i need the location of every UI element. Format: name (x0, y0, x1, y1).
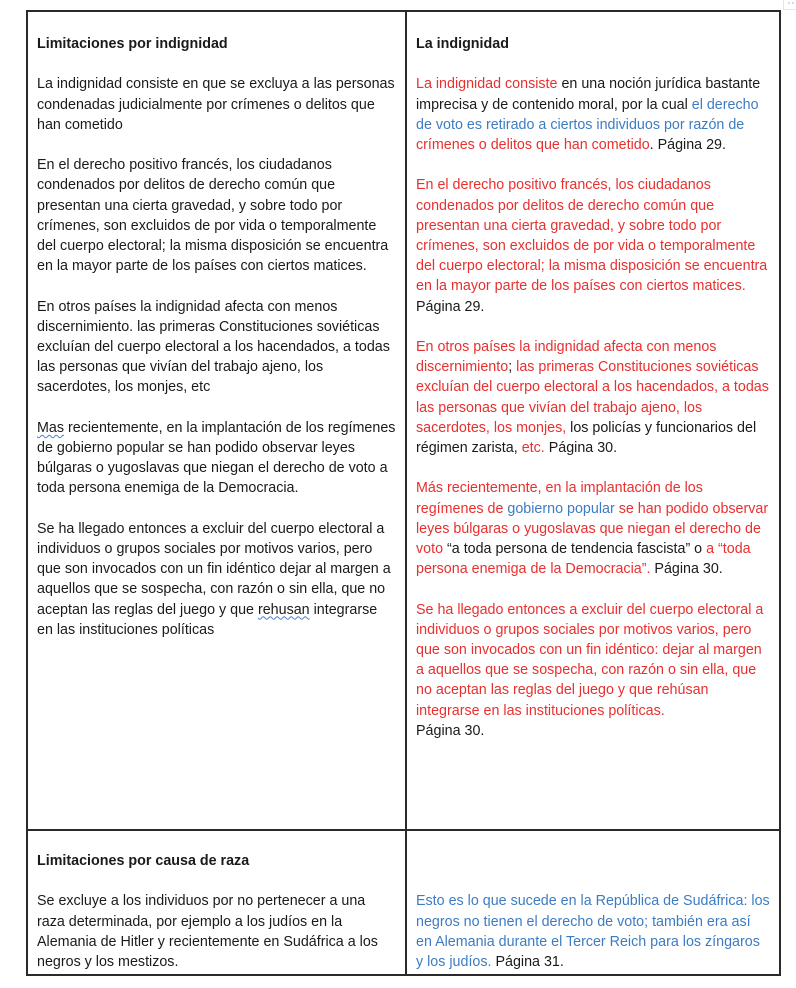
paragraph: Más recientemente, en la implantación de los regímenes de gobierno popular se han podido observar leyes búlgaras o yugoslavas que niegan el derecho de voto “a toda persona de tendencia fascista” o a “toda persona enemiga de la Democracia”. Página 30. (416, 480, 769, 578)
highlight-blue: gobierno popular (507, 500, 615, 517)
page-reference: Página 31. (491, 953, 564, 970)
highlight-red: a “toda persona enemiga de la Democracia”. (416, 541, 751, 578)
page-reference: . Página 29. (649, 137, 726, 153)
window-corner-handle (783, 0, 796, 10)
paragraph (416, 600, 770, 741)
paragraph: Se excluye a los individuos por no pertenecer a una raza determinada, por ejemplo a los judíos en la Alemania de Hitler y recientemente en Sudáfrica a los negros y los mestizos. (37, 893, 378, 970)
page-reference: Página 30. (416, 722, 485, 739)
highlight-blue: el derecho de voto es retirado a ciertos individuos por razón de (416, 96, 759, 133)
cell-source-indignidad (406, 11, 780, 830)
empty-title (416, 851, 770, 871)
spellcheck-word[interactable]: Mas (37, 419, 65, 436)
page-reference: Página 30. (650, 561, 723, 578)
highlight-red: se han podido observar leyes búlgaras o yugoslavas que niegan el derecho de voto (416, 500, 769, 558)
highlight-red: En el derecho positivo francés, los ciudadanos condenados por delitos de derecho común que presentan una cierta gravedad, y sobre todo por crímenes, son excluidos de por vida o temporalmente del cuerpo electoral; la misma disposición se encuentra en la mayor parte de los países con ciertos matices. (416, 177, 768, 295)
paragraph: La indignidad consiste en una noción jurídica bastante imprecisa y de contenido moral, por la cual el derecho de voto es retirado a ciertos individuos por razón de crímenes o delitos que han cometido. Página 29. (416, 76, 761, 153)
paragraph (416, 891, 770, 972)
table-row-raza (27, 830, 780, 975)
section-title: Limitaciones por causa de raza (37, 853, 250, 869)
section-title: La indignidad (416, 36, 509, 52)
highlight-red: etc. (521, 440, 545, 457)
highlight-red: crímenes o delitos que han cometido (416, 137, 650, 153)
section-title: Limitaciones por indignidad (37, 36, 228, 52)
paragraph: En otros países la indignidad afecta con menos discernimiento; las primeras Constituciones soviéticas excluían del cuerpo electoral a los hacendados, a todas las personas que vivían del trabajo ajeno, los sacerdotes, los monjes, los policías y funcionarios del régimen zarista, etc. Página 30. (416, 339, 769, 457)
highlight-red: La indignidad consiste (416, 76, 558, 93)
cell-summary-indignidad (27, 11, 406, 830)
cell-source-raza (406, 830, 780, 975)
highlight-red: Más recientemente, en la implantación de los regímenes de (416, 480, 703, 517)
cell-summary-raza (27, 830, 406, 975)
paragraph: Mas recientemente, en la implantación de los regímenes de gobierno popular se han podido observar leyes búlgaras o yugoslavas que niegan el derecho de voto a toda persona enemiga de la Democracia. (37, 419, 396, 497)
highlight-blue: Esto es lo que sucede en la República de Sudáfrica: los negros no tienen el derecho de voto; también era así en Alemania durante el Tercer Reich para los zíngaros y los judíos. (416, 893, 770, 970)
comparison-table (26, 10, 781, 976)
page-reference: Página 29. (416, 298, 485, 315)
paragraph: En el derecho positivo francés, los ciudadanos condenados por delitos de derecho común que presentan una cierta gravedad, y sobre todo por crímenes, son excluidos de por vida o temporalmente del cuerpo electoral; la misma disposición se encuentra en la mayor parte de los países con ciertos matices. (37, 157, 389, 275)
table-row-indignidad (27, 11, 780, 830)
paragraph: Se ha llegado entonces a excluir del cuerpo electoral a individuos o grupos sociales por motivos varios, pero que son invocados con un fin idéntico dejar al margen a aquellos que se sospecha, con razón o sin ella, que no aceptan las reglas del juego y que rehusan integrarse en las instituciones políticas (37, 520, 391, 638)
page-reference: Página 30. (544, 440, 618, 457)
highlight-red: En otros países la indignidad afecta con menos discernimiento (416, 339, 717, 376)
spellcheck-word[interactable]: rehusan (257, 601, 310, 618)
paragraph: En otros países la indignidad afecta con menos discernimiento. las primeras Constituciones soviéticas excluían del cuerpo electoral a los hacendados, a todas las personas que vivían del trabajo ajeno, los sacerdotes, los monjes, etc (37, 298, 390, 396)
highlight-red: las primeras Constituciones soviéticas excluían del cuerpo electoral a los hacendados, a todas las personas que vivían del trabajo ajeno, los sacerdotes, los monjes, (416, 359, 769, 436)
paragraph: La indignidad consiste en que se excluya a las personas condenadas judicialmente por crímenes o delitos que han cometido (37, 76, 395, 133)
highlight-red: Se ha llegado entonces a excluir del cuerpo electoral a individuos o grupos sociales por motivos varios, pero que son invocados con un fin idéntico: dejar al margen a aquellos que se sospecha, con razón o sin ella, que no aceptan las reglas del juego y que rehúsan integrarse en las instituciones políticas. (416, 601, 764, 719)
paragraph (416, 175, 770, 316)
